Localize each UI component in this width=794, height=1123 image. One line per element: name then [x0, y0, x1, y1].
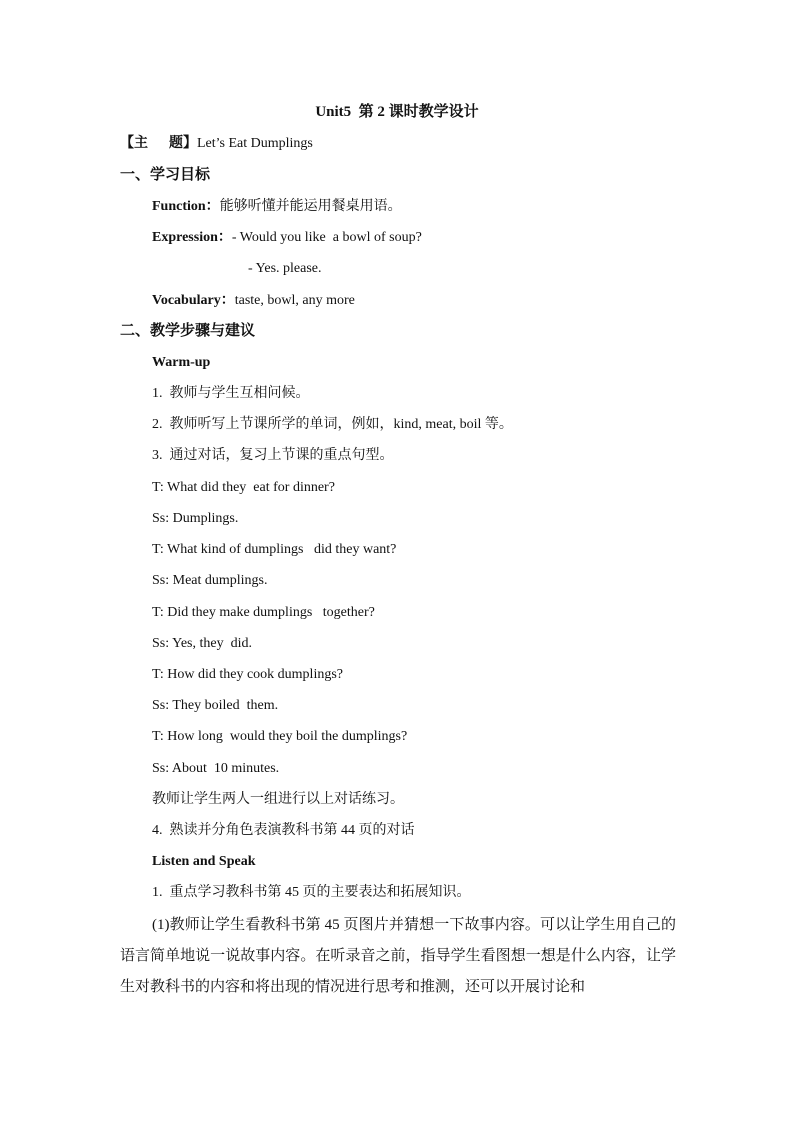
- dialogue-line-6: Ss: Yes, they did.: [152, 636, 252, 651]
- section-learning-goals: 一、学习目标: [120, 167, 211, 183]
- dialogue-line-4: Ss: Meat dumplings.: [152, 573, 268, 588]
- warmup-step-4: 4. 熟读并分角色表演教科书第 44 页的对话: [152, 823, 415, 838]
- vocabulary-text: taste, bowl, any more: [234, 293, 355, 308]
- dialogue-line-10: Ss: About 10 minutes.: [152, 761, 280, 776]
- dialogue-line-2: Ss: Dumplings.: [152, 511, 239, 526]
- expression-line: [152, 229, 422, 247]
- listen-step-1: 1. 重点学习教科书第 45 页的主要表达和拓展知识。: [152, 885, 471, 900]
- vocabulary-line: [152, 292, 355, 310]
- section-teaching-steps: 二、教学步骤与建议: [120, 323, 256, 339]
- warmup-step-3: 3. 通过对话，复习上节课的重点句型。: [152, 448, 394, 463]
- warmup-step-2: 2. 教师听写上节课所学的单词，例如，kind, meat, boil 等。: [152, 417, 513, 432]
- expression-line-2: - Yes. please.: [248, 261, 322, 276]
- listen-speak-heading: Listen and Speak: [152, 854, 256, 869]
- vocabulary-label: Vocabulary：: [152, 293, 235, 308]
- body-paragraph: (1)教师让学生看教科书第 45 页图片并猜想一下故事内容。可以让学生用自己的语言简单地说一说故事内容。在听录音之前，指导学生看图想一想是什么内容，让学生对教科书的内容和将出现的情况进行思考和推测，还可以开展讨论和: [120, 917, 676, 995]
- dialogue-line-3: T: What kind of dumplings did they want?: [152, 542, 397, 557]
- expression-label: Expression：: [152, 230, 232, 245]
- dialogue-line-8: Ss: They boiled them.: [152, 698, 279, 713]
- doc-title: Unit5 第 2 课时教学设计: [315, 104, 479, 120]
- theme-value: Let’s Eat Dumplings: [197, 136, 313, 151]
- function-text: 能够听懂并能运用餐桌用语。: [219, 199, 402, 214]
- warmup-heading: Warm-up: [152, 355, 211, 370]
- expression-line-1: - Would you like a bowl of soup?: [231, 230, 422, 245]
- theme-label: 【主 题】: [120, 136, 197, 151]
- pair-practice: 教师让学生两人一组进行以上对话练习。: [152, 792, 404, 807]
- function-label: Function：: [152, 199, 220, 214]
- dialogue-line-7: T: How did they cook dumplings?: [152, 667, 344, 682]
- dialogue-line-1: T: What did they eat for dinner?: [152, 480, 335, 495]
- function-line: [152, 198, 402, 216]
- dialogue-line-9: T: How long would they boil the dumplings?: [152, 729, 408, 744]
- dialogue-line-5: T: Did they make dumplings together?: [152, 605, 375, 620]
- theme-line: [120, 135, 313, 153]
- warmup-step-1: 1. 教师与学生互相问候。: [152, 386, 310, 401]
